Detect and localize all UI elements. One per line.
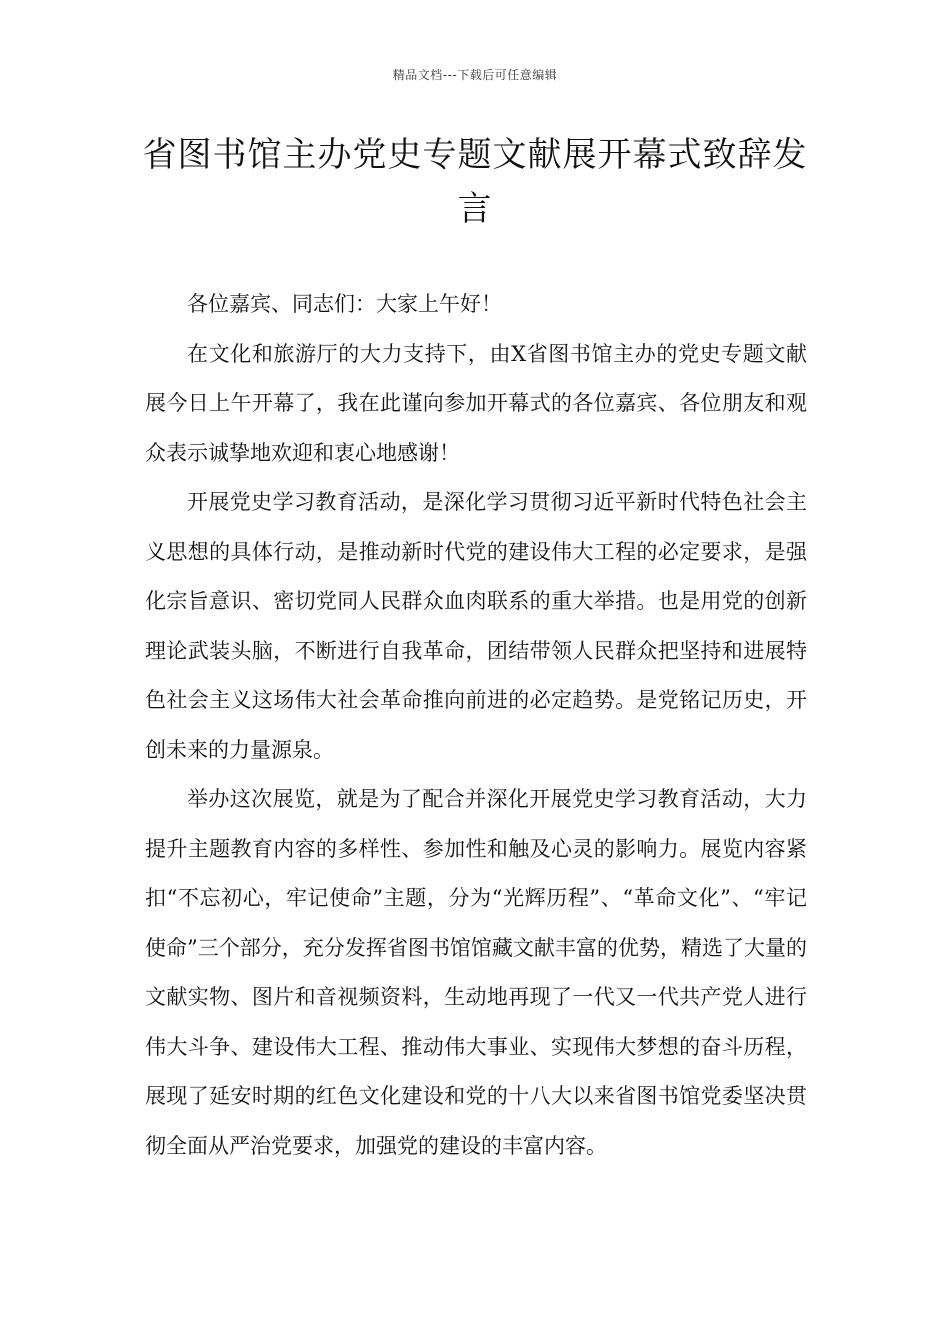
paragraph-greeting: 各位嘉宾、同志们：大家上午好！ <box>187 292 502 316</box>
page-header-note: 精品文档---下载后可任意编辑 <box>392 68 558 82</box>
paragraph-exhibition: 举办这次展览，就是为了配合并深化开展党史学习教育活动，大力提升主题教育内容的多样性、参加性和触及心灵的影响力。展览内容紧扣“不忘初心，牢记使命”主题，分为“光辉历程”、“革命文化”、“牢记使命”三个部分，充分发挥省图书馆馆藏文献丰富的优势，精选了大量的文献实物、图片和音视频资料，生动地再现了一代又一代共产党人进行伟大斗争、建设伟大工程、推动伟大事业、实现伟大梦想的奋斗历程，展现了延安时期的红色文化建设和党的十八大以来省图书馆党委坚决贯彻全面从严治党要求，加强党的建设的丰富内容。 <box>145 787 807 1158</box>
document-body <box>145 280 807 1171</box>
paragraph-opening: 在文化和旅游厅的大力支持下，由X省图书馆主办的党史专题文献展今日上午开幕了，我在此谨向参加开幕式的各位嘉宾、各位朋友和观众表示诚挚地欢迎和衷心地感谢！ <box>145 341 807 465</box>
paragraph-significance: 开展党史学习教育活动，是深化学习贯彻习近平新时代特色社会主义思想的具体行动，是推动新时代党的建设伟大工程的必定要求，是强化宗旨意识、密切党同人民群众血肉联系的重大举措。也是用党的创新理论武装头脑，不断进行自我革命，团结带领人民群众把坚持和进展特色社会主义这场伟大社会革命推向前进的必定趋势。是党铭记历史，开创未来的力量源泉。 <box>145 490 807 762</box>
document-title: 省图书馆主办党史专题文献展开幕式致辞发言 <box>142 135 808 229</box>
